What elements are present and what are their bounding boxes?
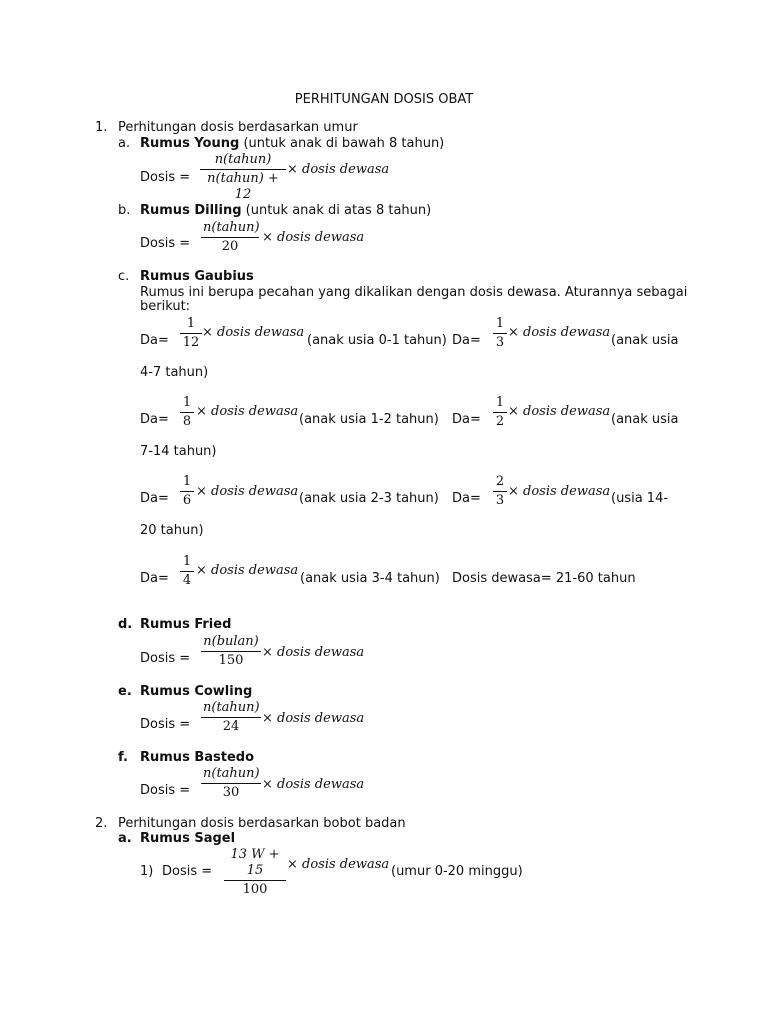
gaubius-da-label: Da= — [452, 491, 481, 506]
cowling-numerator: n(tahun) — [203, 700, 260, 715]
sagel-age-note: (umur 0-20 minggu) — [391, 864, 523, 879]
bastedo-lhs: Dosis = — [140, 783, 191, 798]
young-note: (untuk anak di bawah 8 tahun) — [243, 136, 445, 151]
page-title: PERHITUNGAN DOSIS OBAT — [294, 92, 474, 107]
gaubius-da-label: Da= — [140, 412, 169, 427]
fried-multiplier: × dosis dewasa — [262, 645, 365, 660]
item-a-letter: a. — [118, 136, 131, 151]
young-numerator: n(tahun) — [214, 152, 272, 167]
bastedo-name: Rumus Bastedo — [140, 750, 255, 765]
gaubius-fraction — [180, 474, 194, 509]
gaubius-multiplier: × dosis dewasa — [196, 563, 299, 578]
dilling-numerator: n(tahun) — [203, 220, 260, 235]
fraction-denominator: 12 — [182, 335, 200, 350]
fraction-denominator: 4 — [182, 573, 192, 588]
gaubius-age-note: (anak usia — [611, 412, 679, 427]
gaubius-da-label: Da= — [452, 333, 481, 348]
dilling-lhs: Dosis = — [140, 236, 191, 251]
section-2-heading: Perhitungan dosis berdasarkan bobot badan — [118, 816, 406, 831]
section-1-number: 1. — [95, 120, 108, 135]
fried-numerator: n(bulan) — [203, 634, 259, 649]
gaubius-age-note: (anak usia 3-4 tahun) — [300, 571, 440, 586]
fried-fraction — [201, 634, 261, 669]
sagel-numerator: 13 W + 15 — [230, 847, 280, 878]
gaubius-desc-line2: berikut: — [140, 299, 191, 314]
bastedo-denominator: 30 — [222, 785, 240, 800]
gaubius-da-label: Da= — [140, 333, 169, 348]
gaubius-age-note-wrap: 7-14 tahun) — [140, 444, 217, 459]
sagel-lhs: Dosis = — [162, 864, 213, 879]
item-e-letter: e. — [118, 684, 132, 699]
sagel-denominator: 100 — [242, 882, 268, 897]
gaubius-fraction — [180, 316, 202, 351]
dilling-fraction — [201, 220, 259, 255]
fraction-numerator: 1 — [495, 395, 505, 410]
dilling-note: (untuk anak di atas 8 tahun) — [245, 203, 432, 218]
gaubius-multiplier: × dosis dewasa — [508, 484, 611, 499]
fraction-numerator: 2 — [495, 474, 505, 489]
gaubius-age-note-wrap: 4-7 tahun) — [140, 365, 209, 380]
gaubius-multiplier: × dosis dewasa — [508, 404, 611, 419]
dilling-name: Rumus Dilling — [140, 203, 242, 218]
sagel-item-number: 1) — [140, 864, 154, 879]
young-name: Rumus Young — [140, 136, 240, 151]
young-denominator: n(tahun) + 12 — [207, 171, 279, 202]
gaubius-multiplier: × dosis dewasa — [202, 325, 305, 340]
fraction-denominator: 6 — [182, 493, 192, 508]
gaubius-da-label: Da= — [140, 571, 169, 586]
fried-denominator: 150 — [218, 653, 244, 668]
young-formula — [140, 136, 444, 152]
bastedo-multiplier: × dosis dewasa — [262, 777, 365, 792]
item-2a-letter: a. — [118, 831, 132, 846]
fraction-denominator: 3 — [495, 335, 505, 350]
section-1-heading: Perhitungan dosis berdasarkan umur — [118, 120, 358, 135]
gaubius-age-note-wrap: 20 tahun) — [140, 523, 204, 538]
sagel-multiplier: × dosis dewasa — [287, 857, 390, 872]
gaubius-fraction — [180, 395, 194, 430]
fraction-denominator: 3 — [495, 493, 505, 508]
fraction-numerator: 1 — [182, 474, 192, 489]
fraction-numerator: 1 — [186, 316, 196, 331]
gaubius-fraction — [493, 316, 507, 351]
gaubius-multiplier: × dosis dewasa — [196, 484, 299, 499]
cowling-name: Rumus Cowling — [140, 684, 253, 699]
dilling-multiplier: × dosis dewasa — [262, 230, 365, 245]
gaubius-multiplier: × dosis dewasa — [508, 325, 611, 340]
gaubius-age-note: (usia 14- — [611, 491, 669, 506]
gaubius-age-note: (anak usia — [611, 333, 679, 348]
adult-dose-note: Dosis dewasa= 21-60 tahun — [452, 571, 636, 586]
gaubius-fraction — [493, 395, 507, 430]
gaubius-age-note: (anak usia 0-1 tahun) — [307, 333, 447, 348]
young-multiplier: × dosis dewasa — [287, 162, 390, 177]
fried-lhs: Dosis = — [140, 651, 191, 666]
cowling-lhs: Dosis = — [140, 717, 191, 732]
gaubius-age-note: (anak usia 1-2 tahun) — [299, 412, 439, 427]
item-d-letter: d. — [118, 617, 133, 632]
gaubius-fraction — [180, 554, 194, 589]
cowling-fraction — [201, 700, 261, 735]
item-f-letter: f. — [118, 750, 128, 765]
item-c-letter: c. — [118, 269, 130, 284]
fraction-denominator: 8 — [182, 414, 192, 429]
dilling-denominator: 20 — [221, 239, 239, 254]
dilling-formula — [140, 203, 431, 219]
fraction-numerator: 1 — [182, 395, 192, 410]
young-lhs: Dosis = — [140, 170, 191, 185]
sagel-fraction — [224, 847, 286, 898]
cowling-denominator: 24 — [222, 719, 240, 734]
cowling-multiplier: × dosis dewasa — [262, 711, 365, 726]
fraction-denominator: 2 — [495, 414, 505, 429]
gaubius-da-label: Da= — [140, 491, 169, 506]
fried-name: Rumus Fried — [140, 617, 232, 632]
gaubius-fraction — [493, 474, 507, 509]
young-fraction — [200, 152, 286, 203]
sagel-name: Rumus Sagel — [140, 831, 236, 846]
fraction-numerator: 1 — [182, 554, 192, 569]
item-b-letter: b. — [118, 203, 131, 218]
gaubius-desc-line1: Rumus ini berupa pecahan yang dikalikan dengan dosis dewasa. Aturannya sebagai — [140, 285, 688, 300]
gaubius-multiplier: × dosis dewasa — [196, 404, 299, 419]
gaubius-name: Rumus Gaubius — [140, 269, 254, 284]
section-2-number: 2. — [95, 816, 108, 831]
bastedo-fraction — [201, 766, 261, 801]
gaubius-da-label: Da= — [452, 412, 481, 427]
gaubius-age-note: (anak usia 2-3 tahun) — [299, 491, 439, 506]
bastedo-numerator: n(tahun) — [203, 766, 260, 781]
fraction-numerator: 1 — [495, 316, 505, 331]
